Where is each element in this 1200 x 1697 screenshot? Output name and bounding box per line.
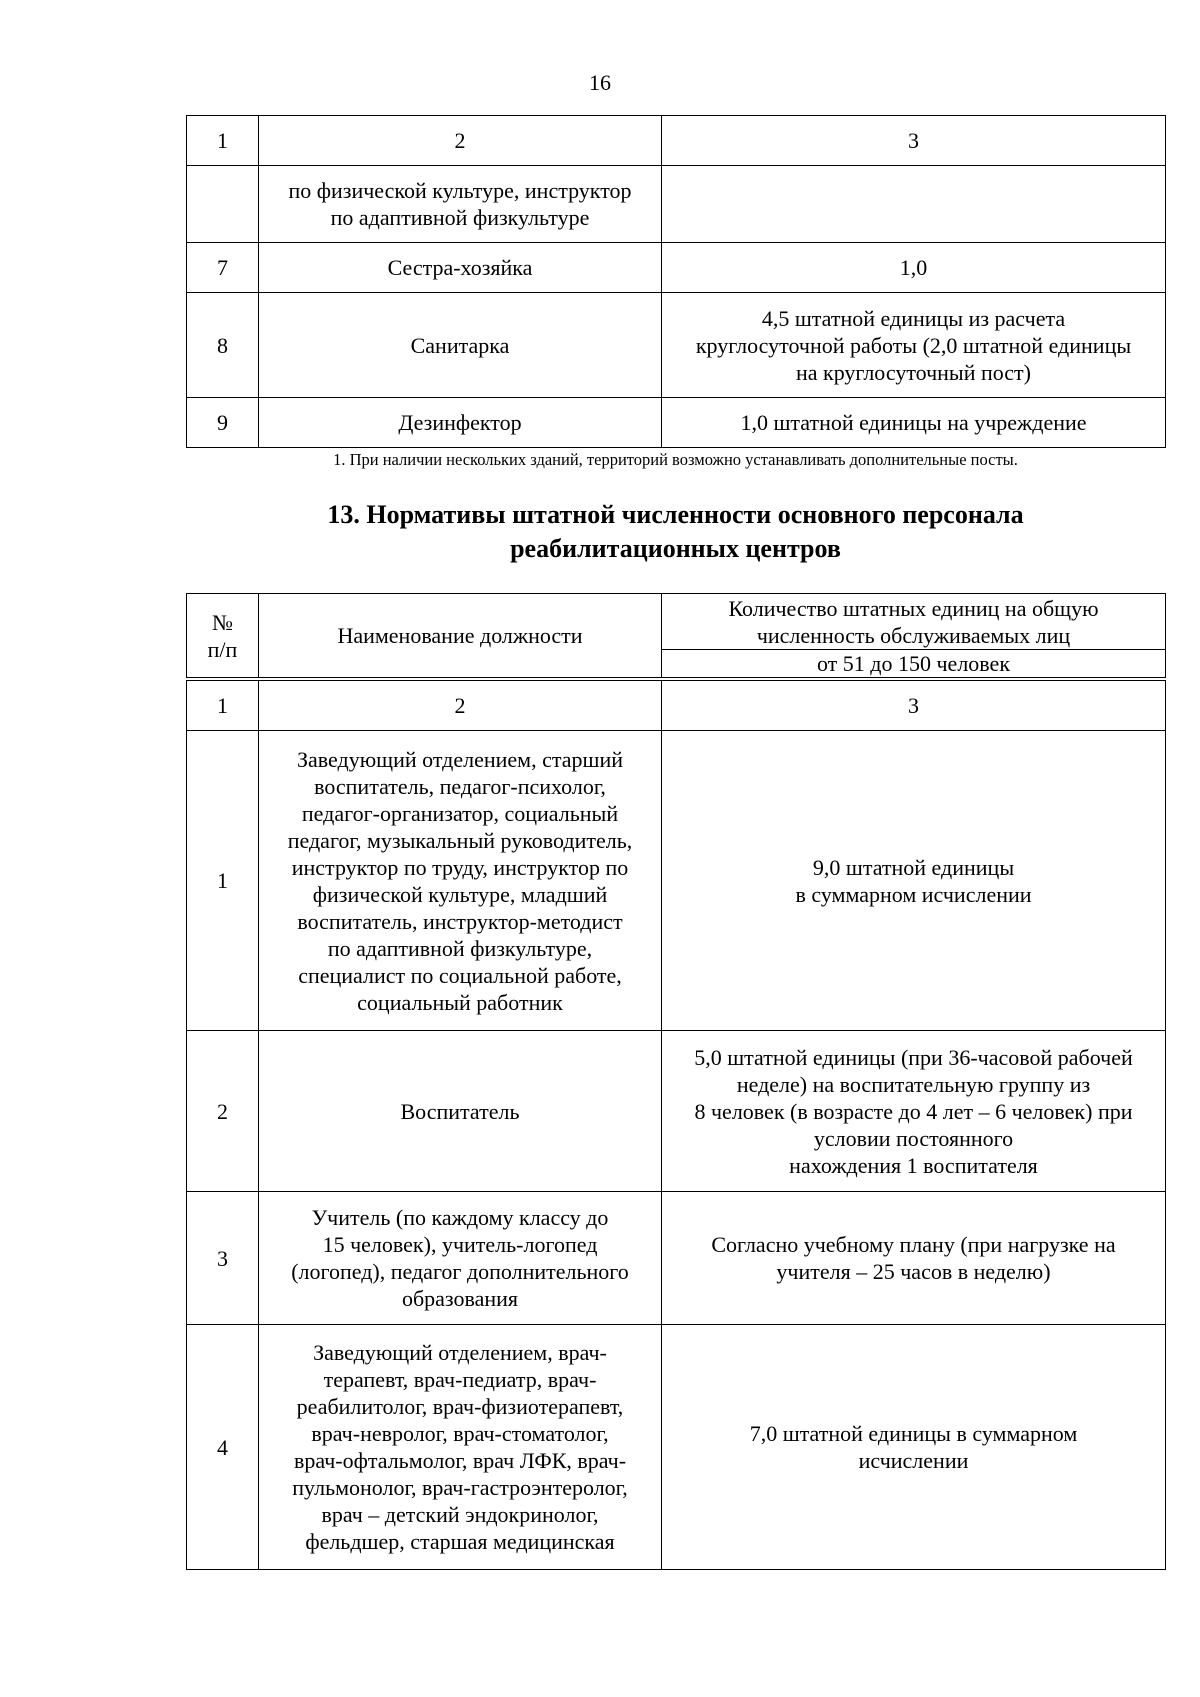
row-number-cell: 2 xyxy=(187,1031,259,1192)
position-cell: Сестра-хозяйка xyxy=(259,243,662,293)
text-line: терапевт, врач-педиатр, врач- xyxy=(323,1367,597,1392)
table-row xyxy=(187,293,1166,398)
table-header-row xyxy=(187,681,1166,731)
table-row xyxy=(187,1325,1166,1570)
text-line: воспитатель, педагог-психолог, xyxy=(314,773,606,799)
row-number-cell: 4 xyxy=(187,1325,259,1570)
text-line: численность обслуживаемых лиц xyxy=(756,622,1071,648)
column-number-cell: 2 xyxy=(259,116,662,166)
text-line: врач – детский эндокринолог, xyxy=(321,1502,599,1527)
text-line: нахождения 1 воспитателя xyxy=(789,1152,1038,1178)
text-line: в суммарном исчислении xyxy=(795,881,1032,907)
text-line: 4,5 штатной единицы из расчета xyxy=(761,305,1066,331)
table-row xyxy=(187,1031,1166,1192)
text-line: 7,0 штатной единицы в суммарном xyxy=(749,1421,1078,1446)
text-line: неделе) на воспитательную группу из xyxy=(736,1071,1091,1097)
table-row xyxy=(187,398,1166,448)
page-number: 16 xyxy=(589,70,611,95)
count-column-heading xyxy=(662,594,1166,650)
text-line: Учитель (по каждому классу до xyxy=(311,1205,609,1230)
staffing-table-main xyxy=(186,680,1166,1570)
staff-count-cell: 1,0 штатной единицы на учреждение xyxy=(662,398,1166,448)
staff-count-cell xyxy=(662,293,1166,398)
text-line: по адаптивной физкультуре xyxy=(330,205,590,230)
text-line: учителя – 25 часов в неделю) xyxy=(776,1259,1051,1284)
position-cell xyxy=(259,731,662,1031)
text-line: п/п xyxy=(207,636,238,662)
text-line: реабилитолог, врач-физиотерапевт, xyxy=(296,1394,624,1419)
text-line: круглосуточной работы (2,0 штатной единицы xyxy=(695,332,1132,358)
text-line: педагог-организатор, социальный xyxy=(301,800,619,826)
position-cell: Дезинфектор xyxy=(259,398,662,448)
text-line: № xyxy=(212,609,233,635)
staffing-table-header xyxy=(186,593,1166,678)
text-line: 8 человек (в возрасте до 4 лет – 6 человек) при xyxy=(694,1098,1133,1124)
text-line: Количество штатных единиц на общую xyxy=(728,595,1099,621)
table-row xyxy=(187,1192,1166,1325)
text-line: 9,0 штатной единицы xyxy=(812,854,1015,880)
staff-count-cell xyxy=(662,1192,1166,1325)
column-number-cell: 3 xyxy=(662,116,1166,166)
row-number-cell: 3 xyxy=(187,1192,259,1325)
row-number-cell: 8 xyxy=(187,293,259,398)
position-cell: Воспитатель xyxy=(259,1031,662,1192)
column-number-cell: 1 xyxy=(187,116,259,166)
text-line: образования xyxy=(401,1286,519,1311)
staff-count-cell xyxy=(662,1031,1166,1192)
text-line: условии постоянного xyxy=(813,1125,1014,1151)
text-line: по адаптивной физкультуре, xyxy=(327,935,593,961)
text-line: пульмонолог, врач-гастроэнтеролог, xyxy=(292,1475,628,1500)
table-row xyxy=(187,166,1166,243)
staffing-table-continued xyxy=(186,115,1166,448)
column-number-cell: 1 xyxy=(187,681,259,731)
text-line: фельдшер, старшая медицинская xyxy=(305,1529,615,1554)
section-title xyxy=(186,498,1165,566)
row-number-cell: 7 xyxy=(187,243,259,293)
text-line: врач-офтальмолог, врач ЛФК, врач- xyxy=(293,1448,627,1473)
text-line: Заведующий отделением, старший xyxy=(296,746,623,772)
text-line: на круглосуточный пост) xyxy=(795,359,1032,385)
position-cell xyxy=(259,1325,662,1570)
text-line: 5,0 штатной единицы (при 36-часовой рабочей xyxy=(694,1044,1133,1070)
text-line: воспитатель, инструктор-методист xyxy=(297,908,623,934)
column-number-cell: 2 xyxy=(259,681,662,731)
count-range-heading: от 51 до 150 человек xyxy=(662,650,1166,678)
text-line: специалист по социальной работе, xyxy=(298,962,622,988)
text-line: реабилитационных центров xyxy=(510,534,841,563)
position-cell xyxy=(259,1192,662,1325)
row-number-cell: 9 xyxy=(187,398,259,448)
text-line: Согласно учебному плану (при нагрузке на xyxy=(711,1232,1116,1257)
text-line: врач-невролог, врач-стоматолог, xyxy=(311,1421,609,1446)
text-line: физической культуре, младший xyxy=(312,881,608,907)
position-column-heading: Наименование должности xyxy=(259,594,662,678)
row-number-cell: 1 xyxy=(187,731,259,1031)
column-number-cell: 3 xyxy=(662,681,1166,731)
number-column-heading xyxy=(187,594,259,678)
staff-count-cell xyxy=(662,1325,1166,1570)
text-line: инструктор по труду, инструктор по xyxy=(291,854,629,880)
text-line: (логопед), педагог дополнительного xyxy=(291,1259,629,1284)
table-row xyxy=(187,731,1166,1031)
text-line: исчислении xyxy=(858,1448,969,1473)
text-line: 15 человек), учитель-логопед xyxy=(322,1232,598,1257)
text-line: 13. Нормативы штатной численности основного персонала xyxy=(327,500,1024,529)
staff-count-cell xyxy=(662,731,1166,1031)
row-number-cell xyxy=(187,166,259,243)
staff-count-cell: 1,0 xyxy=(662,243,1166,293)
text-line: по физической культуре, инструктор xyxy=(288,178,632,203)
text-line: педагог, музыкальный руководитель, xyxy=(287,827,633,853)
staff-count-cell xyxy=(662,166,1166,243)
footnote: 1. При наличии нескольких зданий, территорий возможно устанавливать дополнительные посты. xyxy=(333,450,1018,469)
text-line: социальный работник xyxy=(357,989,563,1015)
table-row xyxy=(187,243,1166,293)
text-line: Заведующий отделением, врач- xyxy=(313,1340,607,1365)
position-cell xyxy=(259,166,662,243)
table-header-row xyxy=(187,116,1166,166)
position-cell: Санитарка xyxy=(259,293,662,398)
